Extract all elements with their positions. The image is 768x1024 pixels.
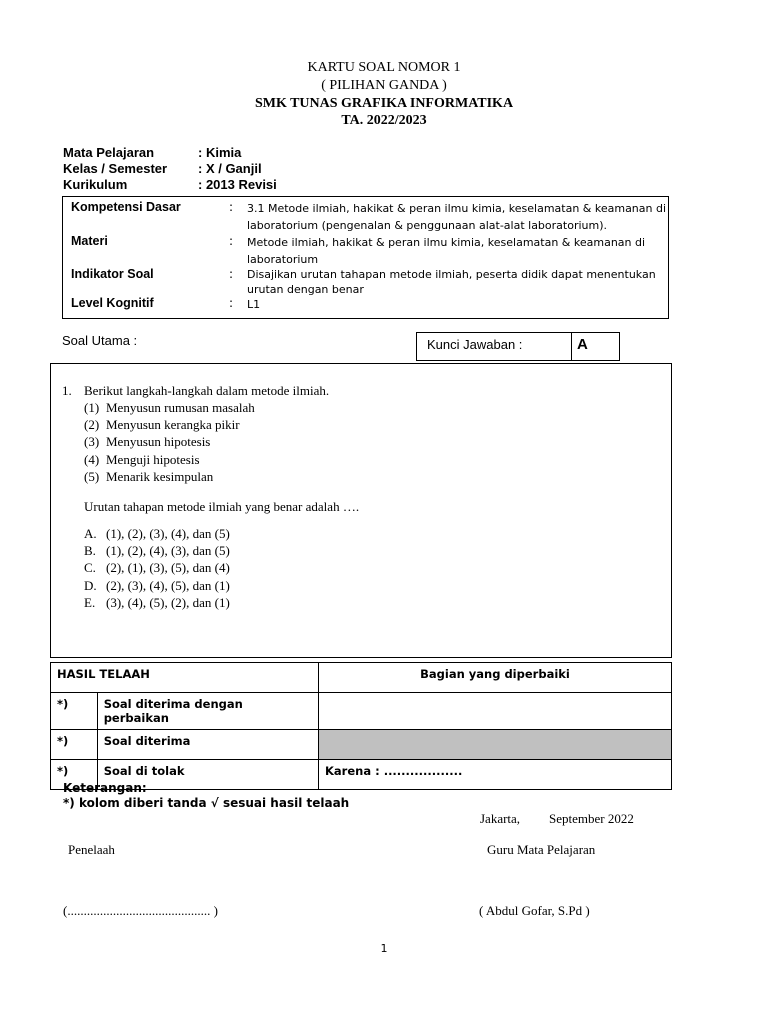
reviewer-signature: (............................................ ): [63, 903, 218, 918]
info-label-subject: Mata Pelajaran: [63, 145, 155, 160]
answer-key-value-box: [571, 332, 620, 361]
level-colon: :: [229, 296, 234, 310]
review-mark: *): [51, 760, 98, 790]
review-row: [51, 730, 672, 760]
materi-colon: :: [229, 234, 234, 248]
answer-key-value: A: [577, 336, 588, 353]
answer-key-label: Kunci Jawaban :: [427, 337, 523, 352]
option-text: (2), (1), (3), (5), dan (4): [106, 560, 230, 575]
review-table: [50, 662, 672, 790]
competency-line-1: 3.1 Metode ilmiah, hakikat & peran ilmu kimia, keselamatan & keamanan di: [247, 202, 667, 215]
step-number: (4): [84, 452, 100, 467]
info-value-subject: : Kimia: [198, 145, 242, 160]
review-mark: *): [51, 693, 98, 730]
page-number: 1: [380, 942, 388, 955]
option-text: (1), (2), (4), (3), dan (5): [106, 543, 230, 558]
step-number: (1): [84, 400, 100, 415]
info-value-class: : X / Ganjil: [198, 161, 262, 176]
notes-title: Keterangan:: [63, 781, 147, 795]
info-label-class: Kelas / Semester: [63, 161, 168, 176]
info-label-curriculum: Kurikulum: [63, 177, 128, 192]
academic-year: TA. 2022/2023: [341, 113, 427, 128]
materi-line-2: laboratorium: [247, 253, 319, 266]
materi-text: [247, 234, 667, 268]
school-name: SMK TUNAS GRAFIKA INFORMATIKA: [254, 96, 514, 111]
level-value: L1: [247, 298, 261, 311]
review-label: Soal di tolak: [97, 760, 318, 790]
notes-text: *) kolom diberi tanda √ sesuai hasil telaah: [63, 796, 350, 810]
teacher-signature: ( Abdul Gofar, S.Pd ): [479, 903, 590, 918]
place-date: September 2022: [549, 811, 634, 826]
main-question-label: Soal Utama :: [62, 333, 138, 348]
indicator-text: [247, 267, 667, 297]
step-number: (3): [84, 434, 100, 449]
answer-key-box: [416, 332, 572, 361]
question-number: 1.: [62, 383, 72, 398]
option-text: (1), (2), (3), (4), dan (5): [106, 526, 230, 541]
indicator-line-1: Disajikan urutan tahapan metode ilmiah, peserta didik dapat menentukan: [247, 268, 656, 281]
option-letter: C.: [84, 560, 96, 575]
competency-label: Kompetensi Dasar: [71, 200, 181, 214]
review-mark: *): [51, 730, 98, 760]
step-text: Menyusun hipotesis: [106, 434, 211, 449]
review-row: [51, 693, 672, 730]
option-letter: B.: [84, 543, 96, 558]
step-number: (2): [84, 417, 100, 432]
competency-text: [247, 200, 667, 234]
question-box: [50, 363, 672, 658]
review-reason-cell: Karena : ..................: [319, 760, 672, 790]
question-stem: Berikut langkah-langkah dalam metode ilmiah.: [84, 383, 330, 398]
review-header-row: [51, 663, 672, 693]
review-header-left: HASIL TELAAH: [51, 663, 319, 693]
option-text: (2), (3), (4), (5), dan (1): [106, 578, 230, 593]
review-header-right: Bagian yang diperbaiki: [319, 663, 672, 693]
indicator-label: Indikator Soal: [71, 267, 154, 281]
step-text: Menyusun kerangka pikir: [106, 417, 240, 432]
step-text: Menyusun rumusan masalah: [106, 400, 255, 415]
review-label: Soal diterima: [97, 730, 318, 760]
competency-box: [62, 196, 669, 319]
option-letter: D.: [84, 578, 97, 593]
competency-line-2: laboratorium (pengenalan & penggunaan alat-alat laboratorium).: [247, 219, 608, 232]
review-label: Soal diterima dengan perbaikan: [97, 693, 318, 730]
review-fix-cell-shaded: [319, 730, 672, 760]
question-prompt: Urutan tahapan metode ilmiah yang benar adalah ….: [84, 499, 360, 514]
indicator-line-2: urutan dengan benar: [247, 283, 364, 296]
step-number: (5): [84, 469, 100, 484]
option-letter: E.: [84, 595, 96, 610]
option-text: (3), (4), (5), (2), dan (1): [106, 595, 230, 610]
teacher-label: Guru Mata Pelajaran: [487, 842, 596, 857]
step-text: Menguji hipotesis: [106, 452, 200, 467]
card-subtitle: ( PILIHAN GANDA ): [321, 78, 447, 93]
indicator-colon: :: [229, 267, 234, 281]
card-title: KARTU SOAL NOMOR 1: [307, 60, 461, 75]
reviewer-label: Penelaah: [68, 842, 115, 857]
level-label: Level Kognitif: [71, 296, 154, 310]
info-value-curriculum: : 2013 Revisi: [198, 177, 277, 192]
competency-colon: :: [229, 200, 234, 214]
materi-label: Materi: [71, 234, 108, 248]
option-letter: A.: [84, 526, 97, 541]
materi-line-1: Metode ilmiah, hakikat & peran ilmu kimia, keselamatan & keamanan di: [247, 236, 646, 249]
step-text: Menarik kesimpulan: [106, 469, 214, 484]
review-fix-cell: [319, 693, 672, 730]
place-city: Jakarta,: [480, 811, 521, 826]
